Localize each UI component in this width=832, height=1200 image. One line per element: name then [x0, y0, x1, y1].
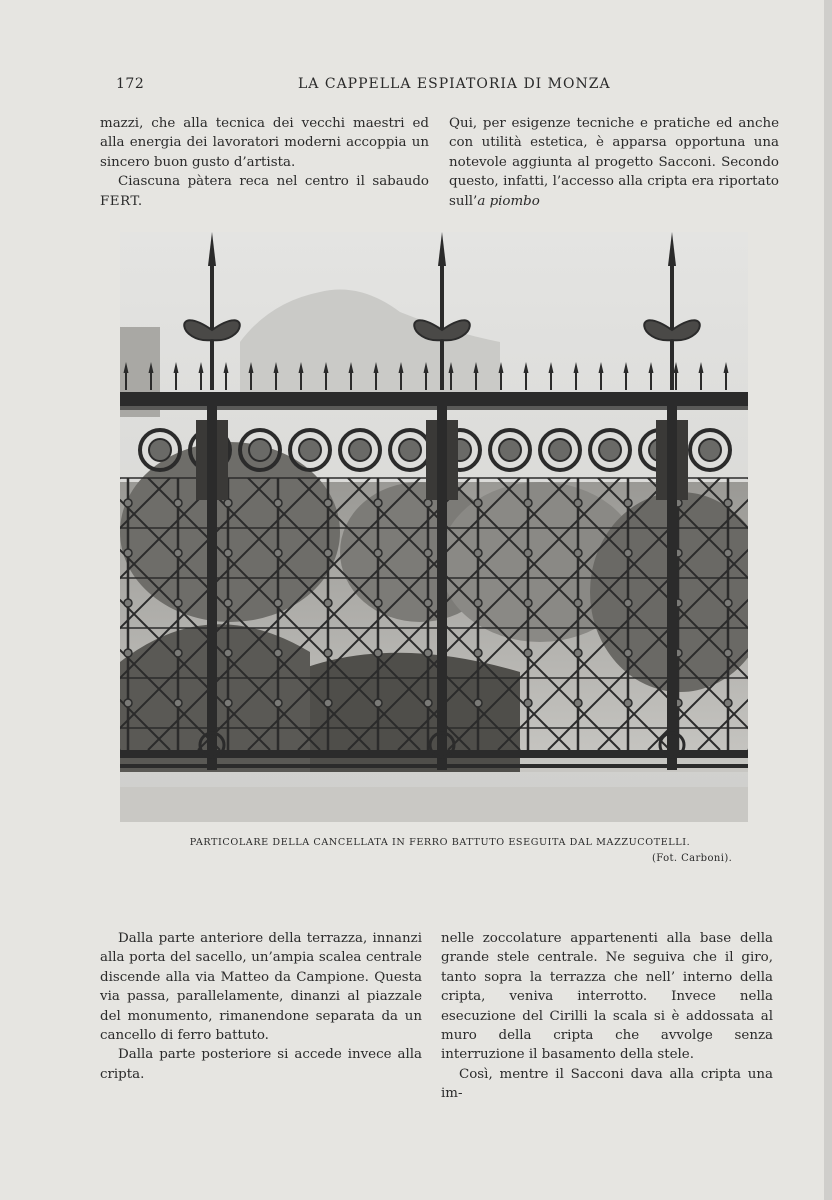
rosette	[174, 499, 182, 507]
rosette	[274, 599, 282, 607]
rosette	[124, 699, 132, 707]
rosette	[524, 649, 532, 657]
patera-center	[549, 439, 571, 461]
rosette	[574, 649, 582, 657]
rosette	[174, 699, 182, 707]
rosette	[724, 649, 732, 657]
rosette	[474, 549, 482, 557]
rosette	[174, 649, 182, 657]
rosette	[324, 549, 332, 557]
rosette	[624, 599, 632, 607]
gate-photograph	[120, 232, 748, 822]
rosette	[224, 549, 232, 557]
patera-center	[149, 439, 171, 461]
text-column-top-left	[100, 114, 429, 211]
rosette	[274, 699, 282, 707]
rosette	[624, 699, 632, 707]
paragraph	[449, 114, 779, 211]
rosette	[324, 649, 332, 657]
patera-center	[699, 439, 721, 461]
text-column-top-right	[449, 114, 779, 211]
rosette	[274, 649, 282, 657]
rosette	[524, 549, 532, 557]
rosette	[724, 699, 732, 707]
rosette	[174, 549, 182, 557]
paragraph: Dalla parte posteriore si accede invece alla cripta.	[100, 1047, 422, 1082]
rosette	[374, 499, 382, 507]
rosette	[424, 599, 432, 607]
paragraph: Così, mentre il Sacconi dava alla cripta una im-	[441, 1066, 773, 1102]
post-shaft	[437, 400, 447, 770]
paragraph	[100, 172, 429, 211]
rosette	[624, 549, 632, 557]
rosette	[524, 499, 532, 507]
wrought-iron-gate-illustration	[120, 232, 748, 822]
page-edge	[824, 0, 832, 1200]
page-header	[100, 76, 780, 96]
paragraph: Dalla parte anteriore della terrazza, innanzi alla porta del sacello, un’ampia scalea centrale discende alla via Matteo da Campione. Questa via passa, parallelamente, dinanzi al piazzale del monumento, rimanendone separata da un cancello di ferro battuto.	[100, 931, 422, 1044]
rosette	[374, 699, 382, 707]
rosette	[624, 649, 632, 657]
rosette	[524, 699, 532, 707]
rosette	[574, 599, 582, 607]
rosette	[124, 499, 132, 507]
rosette	[424, 649, 432, 657]
text-column-bottom-right	[441, 929, 773, 1104]
figure-caption: PARTICOLARE DELLA CANCELLATA IN FERRO BATTUTO ESEGUITA DAL MAZZUCOTELLI.	[189, 837, 691, 848]
italic-phrase: a piombo	[477, 193, 540, 209]
rosette	[224, 699, 232, 707]
post-shaft	[667, 400, 677, 770]
page-number: 172	[116, 76, 145, 92]
rosette	[374, 599, 382, 607]
rosette	[424, 549, 432, 557]
rosette	[274, 499, 282, 507]
rosette	[124, 649, 132, 657]
rosette	[324, 499, 332, 507]
rosette	[574, 549, 582, 557]
rosette	[174, 599, 182, 607]
patera-center	[599, 439, 621, 461]
rosette	[624, 499, 632, 507]
rosette	[474, 599, 482, 607]
paragraph: nelle zoccolature appartenenti alla base della grande stele centrale. Ne seguiva che il giro, tanto sopra la terrazza che nell’ interno della cripta, veniva interrotto. Invece nella esecuzione del Cirilli la scala si è addossata al muro della cripta che avvolge senza interruzione il basamento della stele.	[441, 931, 773, 1063]
running-title: LA CAPPELLA ESPIATORIA DI MONZA	[298, 76, 611, 92]
rosette	[374, 549, 382, 557]
rosette	[424, 499, 432, 507]
rosette	[524, 599, 532, 607]
rosette	[474, 699, 482, 707]
rosette	[574, 499, 582, 507]
post-shaft	[207, 400, 217, 770]
patera-center	[499, 439, 521, 461]
paragraph-text: Ciascuna pàtera reca nel centro il sabaudo	[118, 174, 429, 190]
rosette	[274, 549, 282, 557]
rosette	[574, 699, 582, 707]
rosette	[124, 549, 132, 557]
rosette	[324, 599, 332, 607]
patera-center	[299, 439, 321, 461]
rosette	[474, 649, 482, 657]
rosette	[724, 599, 732, 607]
rosette	[224, 649, 232, 657]
patera-center	[249, 439, 271, 461]
photo-credit: (Fot. Carboni).	[652, 853, 733, 864]
rosette	[324, 699, 332, 707]
rosette	[724, 549, 732, 557]
patera-center	[349, 439, 371, 461]
rosette	[724, 499, 732, 507]
patera-center	[399, 439, 421, 461]
rosette	[374, 649, 382, 657]
text-column-bottom-left	[100, 929, 422, 1084]
paragraph-text: Qui, per esigenze tecniche e pratiche ed anche con utilità estetica, è apparsa opportuna una notevole aggiunta al progetto Sacconi. Secondo questo, infatti, l’accesso alla cripta era riportato sull’	[449, 116, 779, 209]
motto-fert: FERT.	[100, 193, 143, 209]
paragraph: mazzi, che alla tecnica dei vecchi maestri ed alla energia dei lavoratori moderni accoppia un sincero buon gusto d’artista.	[100, 116, 429, 170]
rosette	[124, 599, 132, 607]
rosette	[224, 599, 232, 607]
rosette	[474, 499, 482, 507]
rosette	[424, 699, 432, 707]
rosette	[224, 499, 232, 507]
